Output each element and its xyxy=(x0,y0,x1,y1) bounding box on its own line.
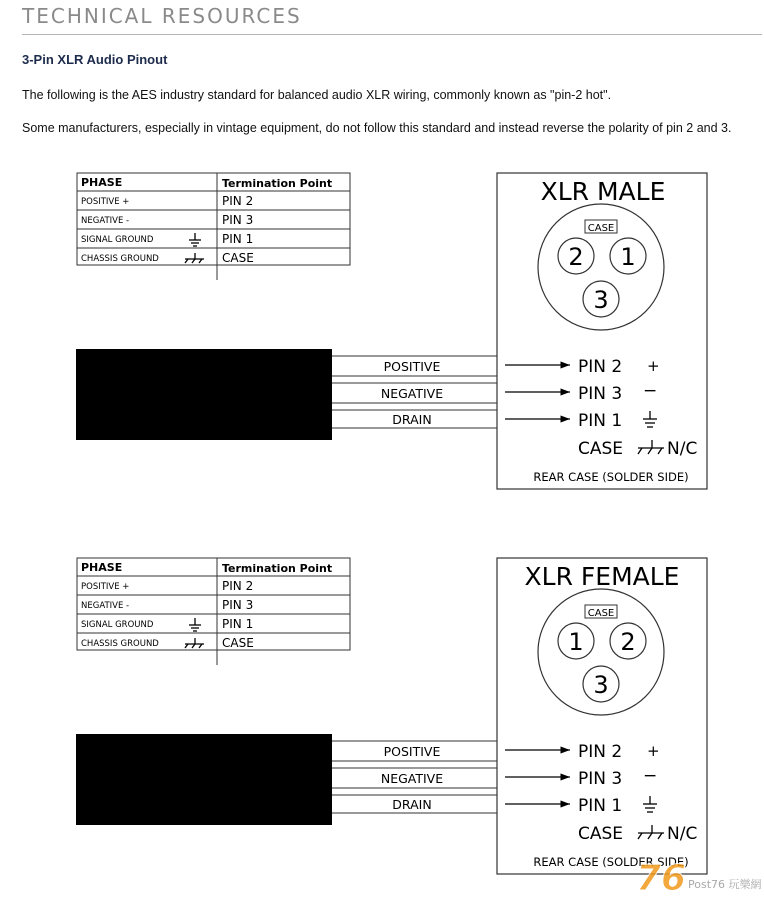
wire-negative-label: NEGATIVE xyxy=(380,771,444,786)
pin3-symbol: − xyxy=(643,766,658,786)
pin3-symbol: − xyxy=(643,381,658,401)
pin-number-male-2: 2 xyxy=(568,243,584,271)
pin3-label: PIN 3 xyxy=(578,769,623,789)
pin-number-female-1: 1 xyxy=(568,628,584,656)
case-pin-label: CASE xyxy=(578,824,624,844)
pin-number-female-2: 2 xyxy=(620,628,636,656)
table-point-pin3: PIN 3 xyxy=(222,598,254,612)
rear-case-label-female: REAR CASE (SOLDER SIDE) xyxy=(533,855,689,869)
case-nc-label: N/C xyxy=(667,439,698,459)
wire-positive-label: POSITIVE xyxy=(383,359,441,374)
pin1-label: PIN 1 xyxy=(578,796,623,816)
table-point-pin1: PIN 1 xyxy=(222,232,254,246)
pin3-label: PIN 3 xyxy=(578,384,623,404)
pin-number-female-3: 3 xyxy=(593,671,609,699)
pin2-label: PIN 2 xyxy=(578,742,623,762)
table-point-pin3: PIN 3 xyxy=(222,213,254,227)
pin-table xyxy=(77,558,350,665)
chassis-ground-icon xyxy=(638,825,664,839)
connector-title-male: XLR MALE xyxy=(540,177,666,206)
table-phase-chassis-ground: CHASSIS GROUND xyxy=(81,254,159,264)
wire-positive-label: POSITIVE xyxy=(383,744,441,759)
diagram-female xyxy=(76,558,707,874)
pin1-label: PIN 1 xyxy=(578,411,623,431)
cable-jacket xyxy=(76,349,332,440)
signal-ground-icon xyxy=(643,411,657,427)
case-label-female: CASE xyxy=(587,608,615,619)
pin2-label: PIN 2 xyxy=(578,357,623,377)
table-header-phase: PHASE xyxy=(81,561,123,574)
pin2-symbol: + xyxy=(647,357,660,375)
signal-ground-icon xyxy=(643,796,657,812)
paragraph-standard: The following is the AES industry standard for balanced audio XLR wiring, commonly known as "pin-2 hot". xyxy=(22,88,612,102)
table-point-case: CASE xyxy=(222,251,254,265)
pin2-symbol: + xyxy=(647,742,660,760)
article-heading: 3-Pin XLR Audio Pinout xyxy=(22,52,168,67)
cable-jacket xyxy=(76,734,332,825)
pin-table xyxy=(77,173,350,280)
wire-drain-label: DRAIN xyxy=(392,797,432,812)
table-phase-signal-ground: SIGNAL GROUND xyxy=(81,235,154,245)
table-point-case: CASE xyxy=(222,636,254,650)
pin-number-male-1: 1 xyxy=(620,243,636,271)
table-phase-negative: NEGATIVE - xyxy=(81,216,130,226)
table-header-termination: Termination Point xyxy=(222,562,333,575)
signal-ground-icon xyxy=(189,618,201,631)
pin-number-male-3: 3 xyxy=(593,286,609,314)
table-phase-signal-ground: SIGNAL GROUND xyxy=(81,620,154,630)
watermark-number: 76 xyxy=(636,858,687,897)
table-header-phase: PHASE xyxy=(81,176,123,189)
chassis-ground-icon xyxy=(185,253,204,263)
case-label-male: CASE xyxy=(587,223,615,234)
table-phase-negative: NEGATIVE - xyxy=(81,601,130,611)
chassis-ground-icon xyxy=(638,440,664,454)
chassis-ground-icon xyxy=(185,638,204,648)
table-phase-positive: POSITIVE + xyxy=(81,197,130,207)
watermark xyxy=(636,858,762,897)
connector-title-female: XLR FEMALE xyxy=(524,562,680,591)
paragraph-vintage: Some manufacturers, especially in vintage equipment, do not follow this standard and instead reverse the polarity of pin 2 and 3. xyxy=(22,121,732,135)
diagram-male xyxy=(76,173,707,489)
table-phase-positive: POSITIVE + xyxy=(81,582,130,592)
table-header-termination: Termination Point xyxy=(222,177,333,190)
section-title: TECHNICAL RESOURCES xyxy=(22,4,302,28)
wire-negative-label: NEGATIVE xyxy=(380,386,444,401)
case-pin-label: CASE xyxy=(578,439,624,459)
signal-ground-icon xyxy=(189,233,201,246)
table-point-pin2: PIN 2 xyxy=(222,579,254,593)
case-nc-label: N/C xyxy=(667,824,698,844)
rear-case-label-male: REAR CASE (SOLDER SIDE) xyxy=(533,470,689,484)
table-point-pin2: PIN 2 xyxy=(222,194,254,208)
table-point-pin1: PIN 1 xyxy=(222,617,254,631)
watermark-text: Post76 玩樂網 xyxy=(688,878,762,891)
table-phase-chassis-ground: CHASSIS GROUND xyxy=(81,639,159,649)
wire-drain-label: DRAIN xyxy=(392,412,432,427)
